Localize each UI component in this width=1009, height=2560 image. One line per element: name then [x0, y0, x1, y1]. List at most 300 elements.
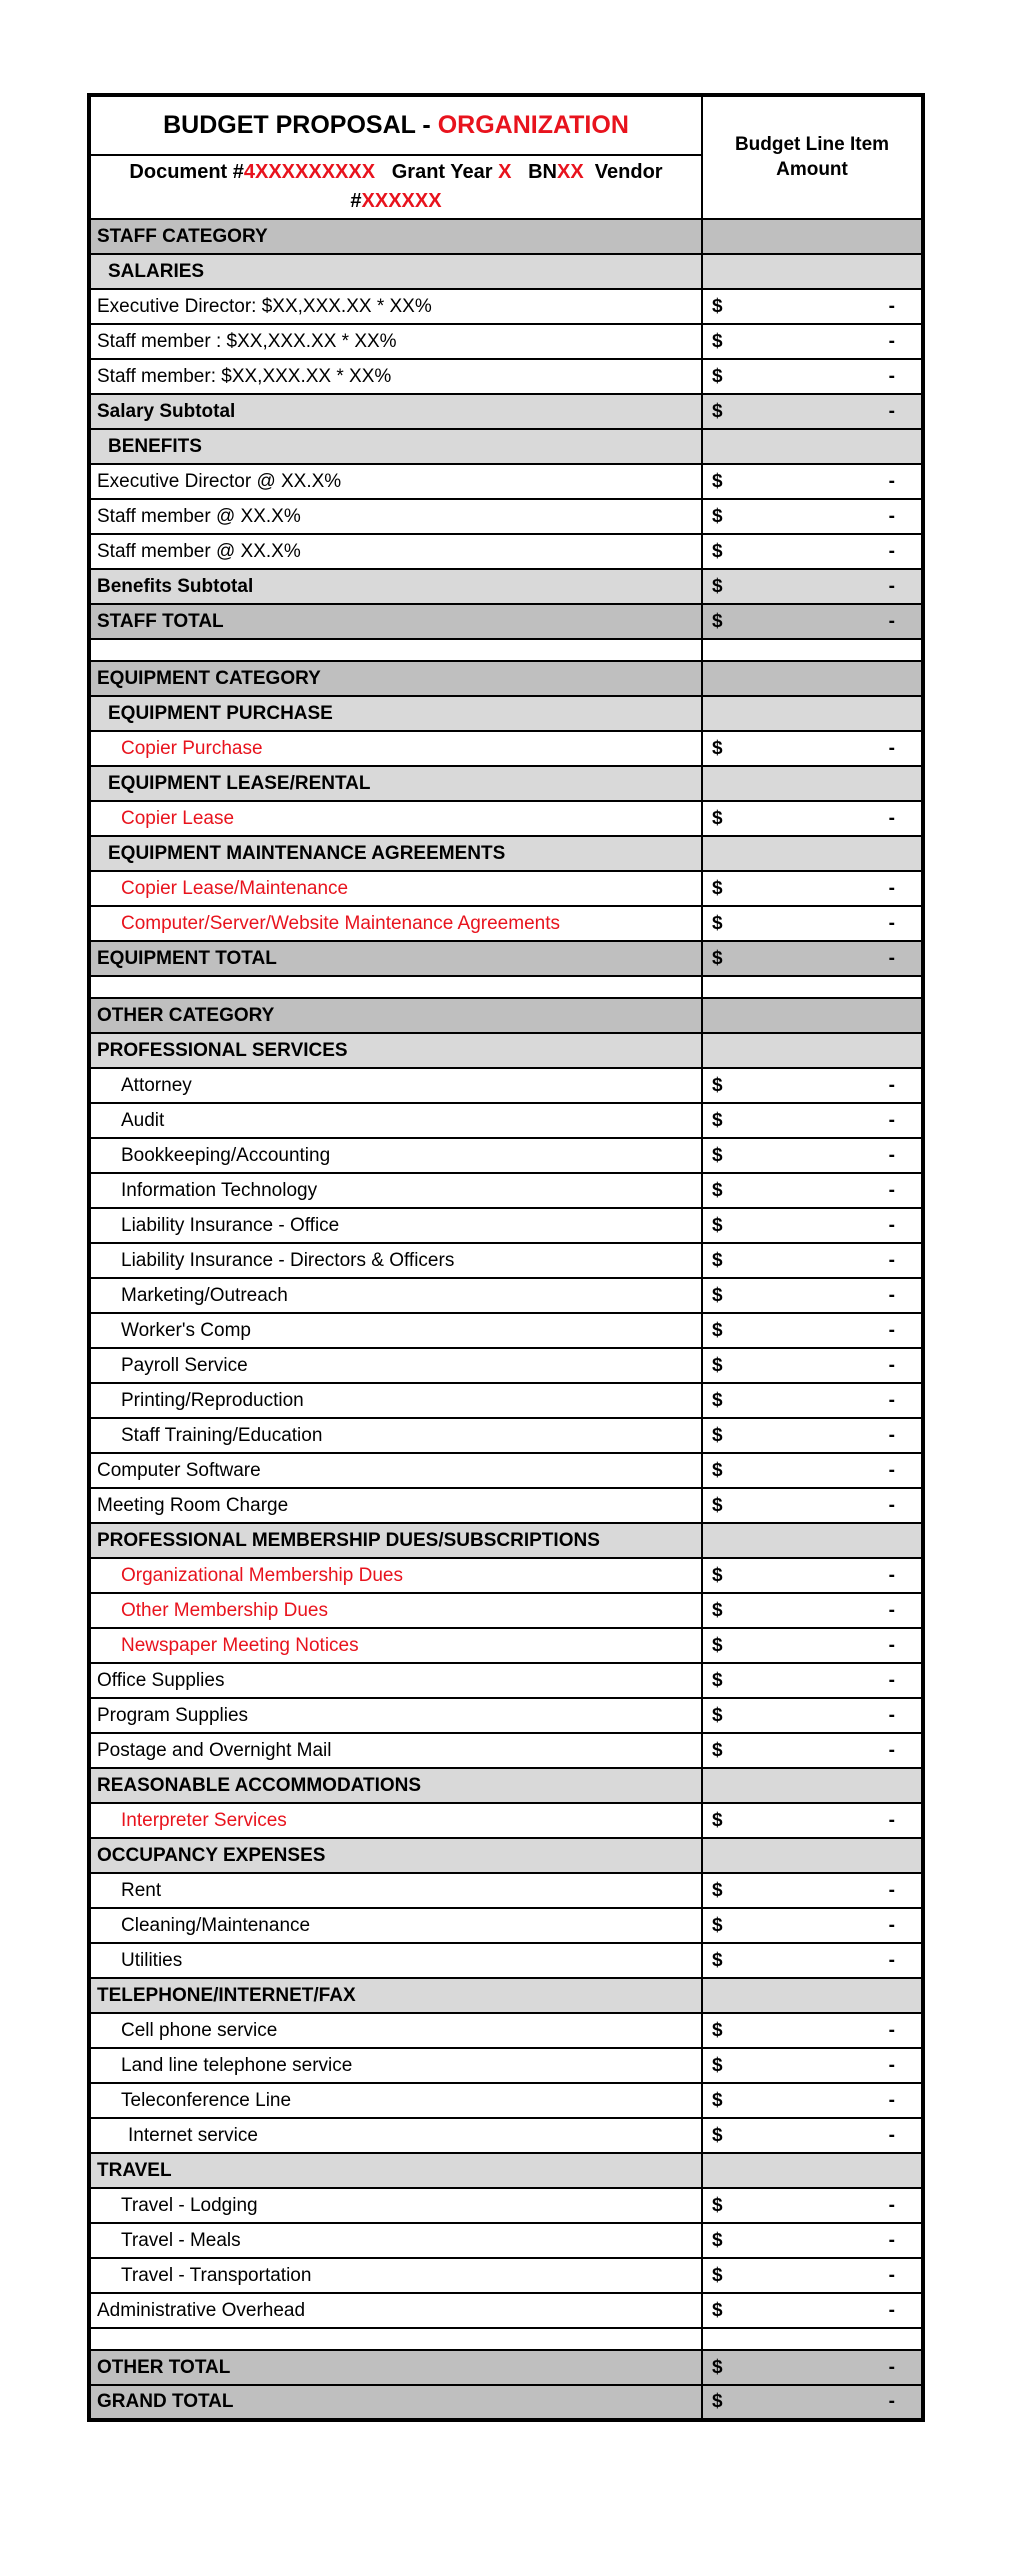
- row-amount: [702, 1418, 923, 1453]
- currency-symbol: $: [712, 540, 723, 562]
- currency-symbol: $: [712, 505, 723, 527]
- row-label: [89, 976, 702, 998]
- row-label: Salary Subtotal: [89, 394, 702, 429]
- table-row: [89, 836, 923, 871]
- currency-symbol: $: [712, 737, 723, 759]
- table-row: [89, 801, 923, 836]
- amount-value: -: [888, 2194, 895, 2216]
- row-amount: [702, 2385, 923, 2420]
- row-amount: [702, 1978, 923, 2013]
- currency-symbol: $: [712, 1599, 723, 1621]
- row-amount: [702, 1103, 923, 1138]
- row-label: Administrative Overhead: [89, 2293, 702, 2328]
- row-label: REASONABLE ACCOMMODATIONS: [89, 1768, 702, 1803]
- row-amount: [702, 1068, 923, 1103]
- row-label: EQUIPMENT TOTAL: [89, 941, 702, 976]
- static-text: #: [350, 190, 362, 212]
- currency-symbol: $: [712, 400, 723, 422]
- row-label: Teleconference Line: [89, 2083, 702, 2118]
- amount-value: -: [888, 737, 895, 759]
- row-amount: [702, 324, 923, 359]
- table-row: [89, 254, 923, 289]
- currency-symbol: $: [712, 1074, 723, 1096]
- table-row: [89, 1278, 923, 1313]
- table-row: [89, 2328, 923, 2350]
- amount-value: -: [888, 912, 895, 934]
- currency-symbol: $: [712, 1214, 723, 1236]
- currency-symbol: $: [712, 1179, 723, 1201]
- table-row: [89, 1068, 923, 1103]
- row-label: Bookkeeping/Accounting: [89, 1138, 702, 1173]
- amount-value: -: [888, 1739, 895, 1761]
- table-row: [89, 941, 923, 976]
- amount-value: -: [888, 575, 895, 597]
- currency-symbol: $: [712, 1949, 723, 1971]
- table-row: [89, 1173, 923, 1208]
- table-row: [89, 464, 923, 499]
- currency-symbol: $: [712, 330, 723, 352]
- table-row: [89, 1628, 923, 1663]
- currency-symbol: $: [712, 912, 723, 934]
- row-amount: [702, 976, 923, 998]
- row-amount: [702, 1488, 923, 1523]
- amount-value: -: [888, 1704, 895, 1726]
- table-row: [89, 1523, 923, 1558]
- row-label: Travel - Meals: [89, 2223, 702, 2258]
- table-row: [89, 1908, 923, 1943]
- amount-value: -: [888, 807, 895, 829]
- row-amount: [702, 1838, 923, 1873]
- table-row: [89, 1733, 923, 1768]
- table-row: [89, 429, 923, 464]
- table-row: [89, 731, 923, 766]
- amount-value: -: [888, 1599, 895, 1621]
- currency-symbol: $: [712, 1494, 723, 1516]
- currency-symbol: $: [712, 947, 723, 969]
- amount-value: -: [888, 1109, 895, 1131]
- row-label: EQUIPMENT LEASE/RENTAL: [89, 766, 702, 801]
- table-row: [89, 1943, 923, 1978]
- row-label: TRAVEL: [89, 2153, 702, 2188]
- row-label: Land line telephone service: [89, 2048, 702, 2083]
- table-row: [89, 1558, 923, 1593]
- table-row: [89, 639, 923, 661]
- row-amount: [702, 1943, 923, 1978]
- row-amount: [702, 2083, 923, 2118]
- row-label: Liability Insurance - Directors & Officers: [89, 1243, 702, 1278]
- amount-value: -: [888, 1284, 895, 1306]
- row-amount: [702, 1278, 923, 1313]
- row-label: EQUIPMENT MAINTENANCE AGREEMENTS: [89, 836, 702, 871]
- currency-symbol: $: [712, 610, 723, 632]
- amount-value: -: [888, 877, 895, 899]
- currency-symbol: $: [712, 295, 723, 317]
- table-row: [89, 499, 923, 534]
- amount-value: -: [888, 1249, 895, 1271]
- currency-symbol: $: [712, 1669, 723, 1691]
- row-amount: [702, 569, 923, 604]
- currency-symbol: $: [712, 1354, 723, 1376]
- amount-value: -: [888, 1634, 895, 1656]
- placeholder-text-red: XX: [557, 161, 584, 183]
- currency-symbol: $: [712, 1564, 723, 1586]
- placeholder-text-red: ORGANIZATION: [437, 111, 629, 139]
- row-label: Computer/Server/Website Maintenance Agreements: [89, 906, 702, 941]
- row-label: Interpreter Services: [89, 1803, 702, 1838]
- row-amount: [702, 289, 923, 324]
- row-label: Computer Software: [89, 1453, 702, 1488]
- table-row: [89, 1033, 923, 1068]
- table-row: [89, 2048, 923, 2083]
- row-label: Copier Lease: [89, 801, 702, 836]
- table-row: [89, 1768, 923, 1803]
- row-amount: [702, 499, 923, 534]
- static-text: BUDGET PROPOSAL -: [163, 111, 438, 139]
- table-row: [89, 766, 923, 801]
- table-row: [89, 1453, 923, 1488]
- row-label: Staff member @ XX.X%: [89, 499, 702, 534]
- row-amount: [702, 2118, 923, 2153]
- budget-proposal-sheet: [87, 93, 925, 2422]
- row-label: Information Technology: [89, 1173, 702, 1208]
- row-amount: [702, 2328, 923, 2350]
- amount-column-header: Budget Line Item Amount: [702, 95, 923, 219]
- currency-symbol: $: [712, 1879, 723, 1901]
- row-amount: [702, 429, 923, 464]
- row-label: Cleaning/Maintenance: [89, 1908, 702, 1943]
- row-amount: [702, 998, 923, 1033]
- row-label: PROFESSIONAL MEMBERSHIP DUES/SUBSCRIPTIONS: [89, 1523, 702, 1558]
- amount-value: -: [888, 1074, 895, 1096]
- table-row: [89, 2350, 923, 2385]
- amount-value: -: [888, 1424, 895, 1446]
- currency-symbol: $: [712, 1739, 723, 1761]
- amount-value: -: [888, 540, 895, 562]
- table-row: [89, 324, 923, 359]
- row-label: Staff Training/Education: [89, 1418, 702, 1453]
- amount-value: -: [888, 505, 895, 527]
- currency-symbol: $: [712, 1284, 723, 1306]
- table-row: [89, 534, 923, 569]
- row-amount: [702, 534, 923, 569]
- row-label: SALARIES: [89, 254, 702, 289]
- row-amount: [702, 219, 923, 254]
- row-amount: [702, 464, 923, 499]
- row-amount: [702, 871, 923, 906]
- currency-symbol: $: [712, 1144, 723, 1166]
- amount-value: -: [888, 2356, 895, 2378]
- row-amount: [702, 1348, 923, 1383]
- table-row: [89, 219, 923, 254]
- table-row: [89, 1698, 923, 1733]
- table-row: [89, 289, 923, 324]
- placeholder-text-red: 4XXXXXXXXX: [243, 161, 376, 183]
- table-row: [89, 2083, 923, 2118]
- amount-value: -: [888, 2299, 895, 2321]
- currency-symbol: $: [712, 1319, 723, 1341]
- budget-table: [87, 93, 925, 2422]
- row-label: EQUIPMENT PURCHASE: [89, 696, 702, 731]
- currency-symbol: $: [712, 2264, 723, 2286]
- row-label: EQUIPMENT CATEGORY: [89, 661, 702, 696]
- row-amount: [702, 2350, 923, 2385]
- table-row: [89, 1873, 923, 1908]
- row-amount: [702, 1628, 923, 1663]
- row-amount: [702, 661, 923, 696]
- row-amount: [702, 1243, 923, 1278]
- document-meta: [89, 155, 702, 219]
- table-row: [89, 604, 923, 639]
- amount-value: -: [888, 1144, 895, 1166]
- amount-value: -: [888, 1319, 895, 1341]
- row-amount: [702, 1908, 923, 1943]
- table-row: [89, 1208, 923, 1243]
- row-label: Executive Director @ XX.X%: [89, 464, 702, 499]
- table-row: [89, 2258, 923, 2293]
- table-row: [89, 1593, 923, 1628]
- row-amount: [702, 1033, 923, 1068]
- currency-symbol: $: [712, 2089, 723, 2111]
- amount-value: -: [888, 295, 895, 317]
- row-label: Program Supplies: [89, 1698, 702, 1733]
- row-amount: [702, 1593, 923, 1628]
- row-amount: [702, 604, 923, 639]
- row-label: Organizational Membership Dues: [89, 1558, 702, 1593]
- row-label: Benefits Subtotal: [89, 569, 702, 604]
- row-label: PROFESSIONAL SERVICES: [89, 1033, 702, 1068]
- row-amount: [702, 1138, 923, 1173]
- table-row: [89, 696, 923, 731]
- table-row: [89, 1103, 923, 1138]
- row-label: Cell phone service: [89, 2013, 702, 2048]
- placeholder-text-red: X: [498, 161, 512, 183]
- currency-symbol: $: [712, 1634, 723, 1656]
- row-label: OTHER CATEGORY: [89, 998, 702, 1033]
- currency-symbol: $: [712, 2391, 723, 2412]
- table-row: [89, 1663, 923, 1698]
- amount-value: -: [888, 1914, 895, 1936]
- static-text: Vendor: [583, 161, 663, 183]
- amount-value: -: [888, 2229, 895, 2251]
- row-label: Postage and Overnight Mail: [89, 1733, 702, 1768]
- table-row: [89, 2385, 923, 2420]
- amount-value: -: [888, 1459, 895, 1481]
- row-amount: [702, 394, 923, 429]
- currency-symbol: $: [712, 1109, 723, 1131]
- table-row: [89, 1978, 923, 2013]
- currency-symbol: $: [712, 1424, 723, 1446]
- row-label: Copier Lease/Maintenance: [89, 871, 702, 906]
- row-amount: [702, 766, 923, 801]
- row-amount: [702, 1523, 923, 1558]
- currency-symbol: $: [712, 877, 723, 899]
- table-row: [89, 394, 923, 429]
- amount-value: -: [888, 2124, 895, 2146]
- row-amount: [702, 696, 923, 731]
- row-label: Staff member : $XX,XXX.XX * XX%: [89, 324, 702, 359]
- row-amount: [702, 731, 923, 766]
- currency-symbol: $: [712, 1249, 723, 1271]
- row-label: Attorney: [89, 1068, 702, 1103]
- row-label: Payroll Service: [89, 1348, 702, 1383]
- currency-symbol: $: [712, 2194, 723, 2216]
- amount-value: -: [888, 470, 895, 492]
- row-label: Executive Director: $XX,XXX.XX * XX%: [89, 289, 702, 324]
- currency-symbol: $: [712, 2356, 723, 2378]
- static-text: Document #: [129, 161, 244, 183]
- row-label: STAFF TOTAL: [89, 604, 702, 639]
- static-text: Grant Year: [375, 161, 499, 183]
- currency-symbol: $: [712, 1914, 723, 1936]
- table-row: [89, 2188, 923, 2223]
- table-row: [89, 976, 923, 998]
- row-amount: [702, 1698, 923, 1733]
- table-row: [89, 1803, 923, 1838]
- table-row: [89, 906, 923, 941]
- row-amount: [702, 1558, 923, 1593]
- row-label: STAFF CATEGORY: [89, 219, 702, 254]
- static-text: BN: [511, 161, 557, 183]
- row-label: Audit: [89, 1103, 702, 1138]
- row-label: [89, 639, 702, 661]
- row-amount: [702, 941, 923, 976]
- row-label: BENEFITS: [89, 429, 702, 464]
- row-label: [89, 2328, 702, 2350]
- currency-symbol: $: [712, 2124, 723, 2146]
- row-amount: [702, 1873, 923, 1908]
- row-label: Travel - Lodging: [89, 2188, 702, 2223]
- currency-symbol: $: [712, 1459, 723, 1481]
- amount-value: -: [888, 365, 895, 387]
- row-amount: [702, 906, 923, 941]
- row-label: Staff member: $XX,XXX.XX * XX%: [89, 359, 702, 394]
- row-label: Staff member @ XX.X%: [89, 534, 702, 569]
- table-row: [89, 871, 923, 906]
- row-amount: [702, 1173, 923, 1208]
- row-amount: [702, 639, 923, 661]
- table-row: [89, 1488, 923, 1523]
- amount-value: -: [888, 610, 895, 632]
- row-label: OCCUPANCY EXPENSES: [89, 1838, 702, 1873]
- row-amount: [702, 359, 923, 394]
- table-row: [89, 2223, 923, 2258]
- placeholder-text-red: XXXXXX: [361, 190, 442, 212]
- page-title: [89, 95, 702, 155]
- table-row: [89, 2013, 923, 2048]
- currency-symbol: $: [712, 1389, 723, 1411]
- row-label: GRAND TOTAL: [89, 2385, 702, 2420]
- row-label: OTHER TOTAL: [89, 2350, 702, 2385]
- amount-value: -: [888, 947, 895, 969]
- currency-symbol: $: [712, 2054, 723, 2076]
- row-label: Utilities: [89, 1943, 702, 1978]
- table-row: [89, 1383, 923, 1418]
- amount-value: -: [888, 1669, 895, 1691]
- row-label: Office Supplies: [89, 1663, 702, 1698]
- row-amount: [702, 1803, 923, 1838]
- row-amount: [702, 836, 923, 871]
- row-label: Meeting Room Charge: [89, 1488, 702, 1523]
- row-amount: [702, 1768, 923, 1803]
- amount-value: -: [888, 1949, 895, 1971]
- currency-symbol: $: [712, 365, 723, 387]
- row-amount: [702, 2048, 923, 2083]
- amount-value: -: [888, 1214, 895, 1236]
- amount-value: -: [888, 1389, 895, 1411]
- currency-symbol: $: [712, 1704, 723, 1726]
- row-label: Travel - Transportation: [89, 2258, 702, 2293]
- row-label: Internet service: [89, 2118, 702, 2153]
- currency-symbol: $: [712, 807, 723, 829]
- row-amount: [702, 1733, 923, 1768]
- table-row: [89, 1313, 923, 1348]
- table-row: [89, 998, 923, 1033]
- amount-value: -: [888, 1809, 895, 1831]
- row-label: Printing/Reproduction: [89, 1383, 702, 1418]
- row-amount: [702, 2223, 923, 2258]
- amount-value: -: [888, 2019, 895, 2041]
- table-row: [89, 1243, 923, 1278]
- table-row: [89, 2153, 923, 2188]
- amount-value: -: [888, 2264, 895, 2286]
- row-label: TELEPHONE/INTERNET/FAX: [89, 1978, 702, 2013]
- amount-value: -: [888, 1879, 895, 1901]
- row-amount: [702, 2013, 923, 2048]
- currency-symbol: $: [712, 2019, 723, 2041]
- currency-symbol: $: [712, 2229, 723, 2251]
- table-row: [89, 1418, 923, 1453]
- amount-value: -: [888, 1179, 895, 1201]
- row-label: Newspaper Meeting Notices: [89, 1628, 702, 1663]
- table-row: [89, 1138, 923, 1173]
- amount-value: -: [888, 1494, 895, 1516]
- amount-value: -: [888, 1354, 895, 1376]
- row-amount: [702, 1453, 923, 1488]
- currency-symbol: $: [712, 575, 723, 597]
- row-amount: [702, 2293, 923, 2328]
- row-amount: [702, 1208, 923, 1243]
- row-label: Other Membership Dues: [89, 1593, 702, 1628]
- table-row: [89, 1348, 923, 1383]
- header-title-row: [89, 95, 923, 155]
- row-label: Marketing/Outreach: [89, 1278, 702, 1313]
- table-row: [89, 359, 923, 394]
- row-label: Worker's Comp: [89, 1313, 702, 1348]
- currency-symbol: $: [712, 470, 723, 492]
- table-row: [89, 661, 923, 696]
- row-label: Copier Purchase: [89, 731, 702, 766]
- row-amount: [702, 254, 923, 289]
- table-row: [89, 2293, 923, 2328]
- row-amount: [702, 2153, 923, 2188]
- row-amount: [702, 2258, 923, 2293]
- row-amount: [702, 1663, 923, 1698]
- table-row: [89, 569, 923, 604]
- amount-value: -: [888, 330, 895, 352]
- currency-symbol: $: [712, 1809, 723, 1831]
- amount-value: -: [888, 400, 895, 422]
- amount-value: -: [888, 2054, 895, 2076]
- amount-value: -: [888, 2391, 895, 2412]
- row-amount: [702, 2188, 923, 2223]
- table-row: [89, 2118, 923, 2153]
- row-label: Rent: [89, 1873, 702, 1908]
- currency-symbol: $: [712, 2299, 723, 2321]
- amount-value: -: [888, 2089, 895, 2111]
- row-amount: [702, 801, 923, 836]
- row-amount: [702, 1313, 923, 1348]
- row-label: Liability Insurance - Office: [89, 1208, 702, 1243]
